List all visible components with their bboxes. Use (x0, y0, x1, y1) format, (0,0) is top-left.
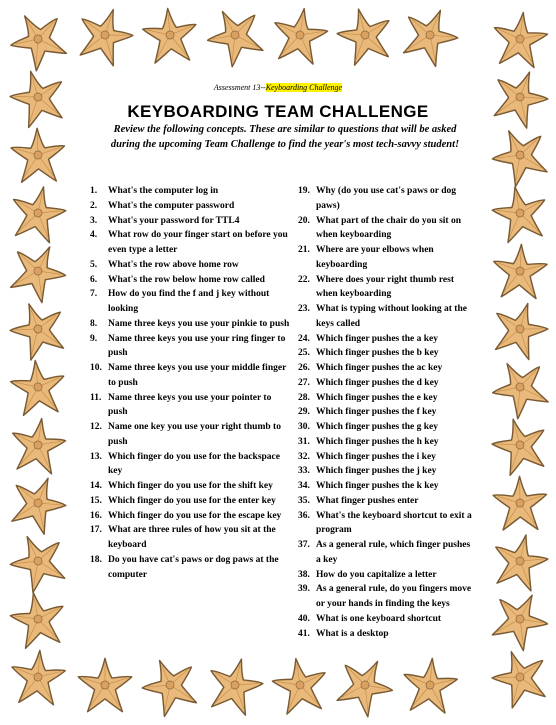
assessment-label (0, 83, 556, 92)
question-number: 3. (90, 215, 98, 226)
question-item (90, 391, 290, 421)
question-item (298, 627, 476, 642)
question-number: 17. (90, 525, 102, 536)
question-item (298, 346, 476, 361)
question-item (298, 332, 476, 347)
question-text: Name three keys you use your ring finger to push (108, 333, 286, 359)
question-item (90, 199, 290, 214)
assessment-highlight: Keyboarding Challenge (265, 83, 343, 92)
question-number: 9. (90, 333, 98, 344)
question-text: How do you find the f and j key without looking (108, 289, 270, 314)
question-number: 40. (298, 613, 310, 624)
question-number: 11. (90, 392, 102, 403)
question-number: 2. (90, 200, 98, 211)
questions-right-column (298, 184, 476, 641)
question-text: What row do your finger start on before you even type a letter (108, 230, 288, 255)
question-number: 14. (90, 481, 102, 491)
question-number: 29. (298, 407, 310, 418)
question-text: Which finger pushes the e key (316, 392, 438, 403)
question-item (90, 214, 290, 229)
question-number: 26. (298, 363, 310, 373)
question-number: 39. (298, 584, 310, 595)
question-number: 10. (90, 363, 102, 373)
question-number: 12. (90, 422, 102, 432)
question-item (298, 612, 476, 627)
question-text: What's the row above home row (108, 259, 239, 270)
question-item (90, 494, 290, 509)
question-number: 28. (298, 392, 310, 403)
question-item (90, 258, 290, 273)
question-number: 13. (90, 451, 102, 462)
question-text: What's the row below home row called (108, 274, 265, 285)
question-number: 31. (298, 436, 310, 447)
question-number: 27. (298, 377, 310, 388)
question-text: Which finger pushes the i key (316, 451, 436, 462)
question-item (298, 420, 476, 435)
question-item (298, 184, 476, 214)
question-number: 34. (298, 481, 310, 491)
question-item (90, 420, 290, 450)
question-text: Name three keys you use your pointer to push (108, 392, 272, 418)
question-item (90, 273, 290, 288)
question-text: Where are your elbows when keyboarding (316, 245, 434, 270)
question-text: Name three keys you use your middle finger to push (108, 363, 287, 388)
assessment-prefix: Assessment 13-- (213, 83, 266, 92)
question-number: 20. (298, 215, 310, 226)
question-text: What finger pushes enter (316, 495, 419, 506)
question-item (90, 553, 290, 583)
question-item (90, 450, 290, 480)
question-text: What are three rules of how you sit at the keyboard (108, 525, 276, 550)
question-text: What's your password for TTL4 (108, 215, 240, 226)
question-text: Which finger pushes the b key (316, 348, 439, 359)
question-number: 24. (298, 333, 310, 344)
question-number: 36. (298, 510, 310, 521)
question-text: Which finger pushes the h key (316, 436, 439, 447)
question-text: Name three keys you use your pinkie to push (108, 318, 290, 329)
question-number: 6. (90, 274, 98, 285)
question-text: Which finger do you use for the enter key (108, 495, 276, 506)
question-text: How do you capitalize a letter (316, 569, 437, 580)
question-number: 8. (90, 318, 98, 329)
question-item (298, 538, 476, 568)
question-text: What's the keyboard shortcut to exit a program (316, 510, 472, 536)
question-item (298, 568, 476, 583)
question-item (298, 273, 476, 303)
question-item (90, 332, 290, 362)
question-item (298, 243, 476, 273)
question-item (298, 450, 476, 465)
question-number: 32. (298, 451, 310, 462)
question-number: 23. (298, 304, 310, 314)
question-text: Which finger pushes the f key (316, 407, 437, 418)
question-text: What is a desktop (316, 628, 389, 639)
question-text: Which finger do you use for the escape key (108, 510, 282, 521)
question-number: 1. (90, 186, 98, 196)
question-item (298, 361, 476, 376)
question-item (298, 376, 476, 391)
question-text: Which finger do you use for the backspace key (108, 451, 280, 477)
question-item (298, 582, 476, 612)
question-item (90, 523, 290, 553)
question-number: 19. (298, 186, 310, 196)
question-number: 35. (298, 495, 310, 506)
question-number: 16. (90, 510, 102, 521)
question-item (90, 317, 290, 332)
question-text: As a general rule, which finger pushes a key (316, 540, 471, 565)
question-text: Which finger pushes the ac key (316, 363, 443, 373)
intro-text: Review the following concepts. These are similar to questions that will be asked during the upcoming Team Challenge to find the year's most tech-savvy student! (110, 124, 460, 150)
question-text: What's the computer log in (108, 186, 219, 196)
question-number: 37. (298, 540, 310, 550)
question-item (298, 435, 476, 450)
page-title: KEYBOARDING TEAM CHALLENGE (127, 102, 429, 121)
question-item (298, 391, 476, 406)
question-number: 25. (298, 348, 310, 359)
question-number: 41. (298, 628, 310, 639)
question-text: What is one keyboard shortcut (316, 613, 442, 624)
question-item (298, 464, 476, 479)
question-text: Which finger pushes the g key (316, 422, 439, 432)
question-number: 15. (90, 495, 102, 506)
question-item (90, 509, 290, 524)
question-number: 38. (298, 569, 310, 580)
question-text: As a general rule, do you fingers move or your hands in finding the keys (316, 584, 472, 609)
question-item (90, 184, 290, 199)
question-number: 5. (90, 259, 98, 270)
question-text: Name one key you use your right thumb to push (108, 422, 281, 447)
question-text: What part of the chair do you sit on when keyboarding (316, 215, 461, 241)
question-number: 4. (90, 230, 98, 241)
question-number: 7. (90, 289, 98, 300)
question-item (298, 509, 476, 539)
question-item (298, 302, 476, 332)
question-text: Which finger pushes the k key (316, 481, 439, 491)
question-item (90, 287, 290, 317)
question-number: 21. (298, 245, 310, 255)
question-text: Do you have cat's paws or dog paws at the computer (108, 554, 279, 580)
question-text: Why (do you use cat's paws or dog paws) (316, 186, 456, 211)
question-number: 33. (298, 466, 310, 477)
question-number: 30. (298, 422, 310, 432)
question-item (90, 479, 290, 494)
question-number: 18. (90, 554, 102, 565)
question-text: Which finger do you use for the shift key (108, 481, 273, 491)
question-text: Where does your right thumb rest when keyboarding (316, 274, 455, 300)
question-text: Which finger pushes the a key (316, 333, 439, 344)
question-item (298, 479, 476, 494)
question-item (298, 214, 476, 244)
question-item (90, 361, 290, 391)
question-number: 22. (298, 274, 310, 285)
question-text: Which finger pushes the j key (316, 466, 437, 477)
question-text: What's the computer password (108, 200, 235, 211)
question-text: What is typing without looking at the keys called (316, 304, 467, 329)
question-text: Which finger pushes the d key (316, 377, 439, 388)
question-item (90, 228, 290, 258)
question-item (298, 494, 476, 509)
questions-left-column (90, 184, 290, 582)
question-item (298, 405, 476, 420)
